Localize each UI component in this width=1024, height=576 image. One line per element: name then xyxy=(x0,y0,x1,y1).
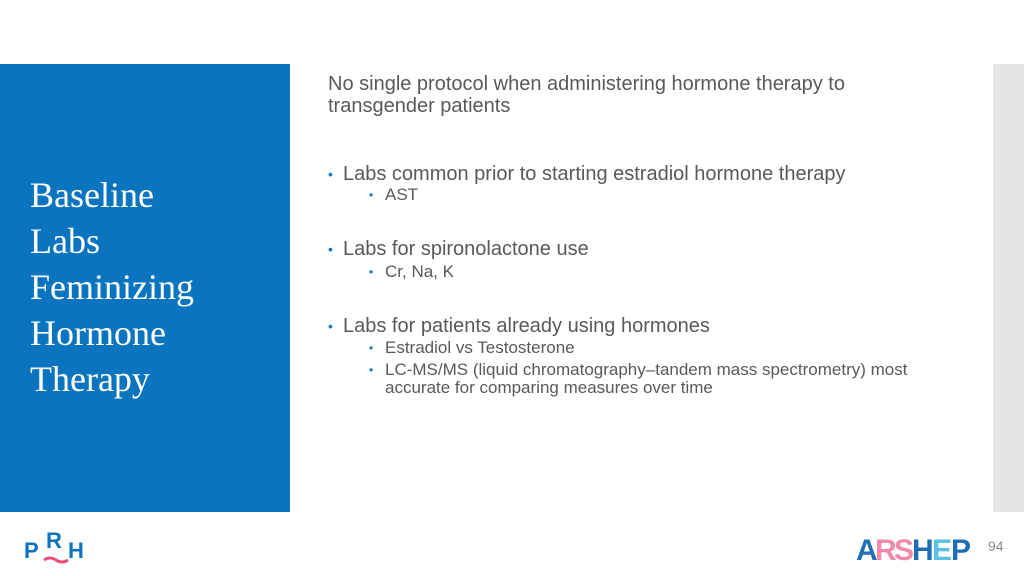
title-line: Hormone xyxy=(30,313,166,353)
bullet-dot-icon: • xyxy=(328,241,333,257)
bullet-dot-icon: • xyxy=(369,363,374,377)
logo-letter: S xyxy=(894,534,915,566)
intro-text: No single protocol when administering hormone therapy to transgender patients xyxy=(328,73,845,117)
bullet-item xyxy=(328,238,928,260)
bullet-text: Labs common prior to starting estradiol hormone therapy xyxy=(343,163,846,185)
sub-bullet-item xyxy=(328,186,928,204)
bullet-text: Labs for spironolactone use xyxy=(343,238,589,260)
logo-letter: R xyxy=(875,534,897,566)
page-number: 94 xyxy=(988,538,1004,554)
logo-letter: H xyxy=(912,534,934,566)
bullet-item xyxy=(328,163,928,185)
slide-title xyxy=(30,172,280,402)
arshep-logo xyxy=(856,530,976,566)
bullet-dot-icon: • xyxy=(369,341,374,355)
sub-bullet-text: Estradiol vs Testosterone xyxy=(385,338,575,357)
bullet-text: Labs for patients already using hormones xyxy=(343,315,710,337)
title-line: Feminizing xyxy=(30,267,194,307)
bullet-item xyxy=(328,315,928,337)
sub-bullet-text: Cr, Na, K xyxy=(385,262,454,281)
title-line: Baseline xyxy=(30,175,154,215)
bullet-dot-icon: • xyxy=(328,318,333,334)
sub-bullet-text: AST xyxy=(385,185,419,204)
sub-bullet-item xyxy=(328,339,928,357)
logo-letter: R xyxy=(46,528,62,553)
bullet-dot-icon: • xyxy=(369,265,374,279)
logo-letter: P xyxy=(951,534,972,566)
sub-bullet-text: LC-MS/MS (liquid chromatography–tandem mass spectrometry) most accurate for comparing measures over time xyxy=(385,360,908,397)
logo-letter: P xyxy=(24,538,39,563)
logo-letter: E xyxy=(932,534,953,566)
logo-letter: A xyxy=(856,534,878,566)
sub-bullet-item xyxy=(328,263,928,281)
slide-content xyxy=(328,73,928,397)
sub-bullet-item xyxy=(328,361,925,397)
title-line: Therapy xyxy=(30,359,150,399)
logo-letter: H xyxy=(68,538,84,563)
bullet-dot-icon: • xyxy=(369,188,374,202)
right-side-bar xyxy=(993,64,1024,512)
title-line: Labs xyxy=(30,221,100,261)
logo-wave xyxy=(44,558,68,562)
bullet-dot-icon: • xyxy=(328,166,333,182)
prh-logo xyxy=(22,528,92,568)
